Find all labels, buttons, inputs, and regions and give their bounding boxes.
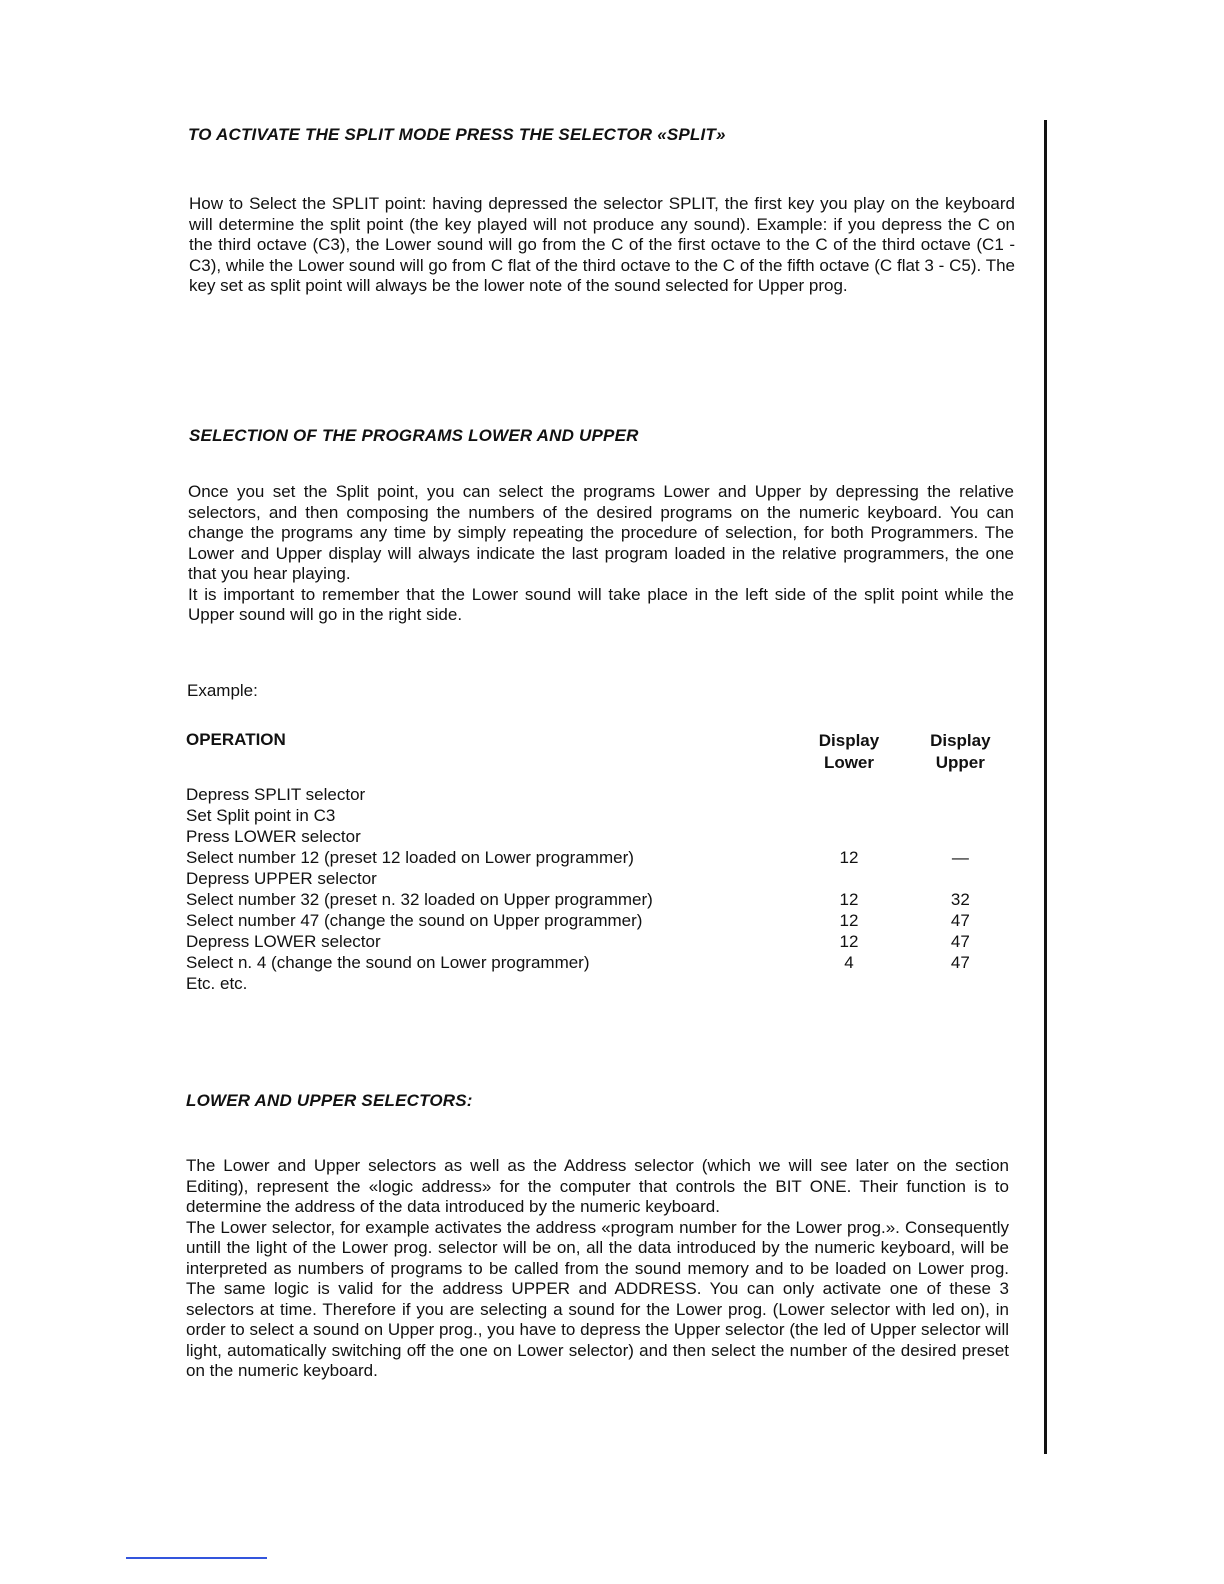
table-row [186, 889, 1016, 910]
paragraph-selectors-text-1: The Lower and Upper selectors as well as the Address selector (which we will see later on the section Editing), represent the «logic address» for the computer that controls the BIT ONE. Their function is to determine the address of the data introduced by the numeric keyboard. [186, 1156, 1009, 1216]
example-label: Example: [187, 681, 258, 700]
table-row [186, 805, 1016, 826]
paragraph-program-selection [188, 482, 1014, 626]
table-row [186, 931, 1016, 952]
header-display-lower: Display Lower [818, 731, 880, 772]
table-row [186, 952, 1016, 973]
display-lower-cell [793, 784, 904, 805]
display-upper-cell: — [951, 848, 969, 867]
vertical-page-rule [1044, 120, 1047, 1454]
section-heading-split-mode: TO ACTIVATE THE SPLIT MODE PRESS THE SELECTOR «SPLIT» [188, 125, 726, 144]
display-lower-cell: 12 [839, 848, 859, 867]
operation-cell: Select number 32 (preset n. 32 loaded on Upper programmer) [186, 890, 653, 909]
display-lower-cell: 12 [839, 911, 859, 930]
paragraph-selectors-text-2: The Lower selector, for example activates the address «program number for the Lower prog.». Consequently untill the light of the Lower prog. selector will be on, all the data introduced by the numeric keyboard, will be interpreted as numbers of programs to be called from the sound memory and to be loaded on Lower prog. The same logic is valid for the address UPPER and ADDRESS. You can only activate one of these 3 selectors at time. Therefore if you are selecting a sound for the Lower prog. (Lower selector with led on), in order to select a sound on Upper prog., you have to depress the Upper selector (the led of Upper selector will light, automatically switching off the one on Lower selector) and then select the number of the desired preset on the numeric keyboard. [186, 1217, 1009, 1380]
paragraph-split-point-text: How to Select the SPLIT point: having depressed the selector SPLIT, the first key you play on the keyboard will determine the split point (the key played will not produce any sound). Example: if you depress the C on the third octave (C3), the Lower sound will go from the C of the first octave to the C of the third octave (C1 - C3), while the Lower sound will go from C flat of the third octave to the C of the fifth octave (C flat 3 - C5). The key set as split point will always be the lower note of the sound selected for Upper prog. [189, 194, 1015, 295]
table-row [186, 868, 1016, 889]
operation-cell: Depress SPLIT selector [186, 785, 366, 804]
paragraph-selectors [186, 1156, 1009, 1382]
table-row [186, 910, 1016, 931]
table-row [186, 973, 1016, 994]
display-upper-cell: 47 [950, 911, 970, 930]
header-operation: OPERATION [186, 730, 286, 749]
table-row [186, 847, 1016, 868]
paragraph-split-point [189, 194, 1015, 297]
operation-cell: Select number 12 (preset 12 loaded on Lower programmer) [186, 848, 634, 867]
operation-table [186, 730, 1016, 994]
operation-cell: Depress UPPER selector [186, 869, 377, 888]
footer-rule [126, 1557, 267, 1559]
display-upper-cell: 47 [950, 932, 970, 951]
display-lower-cell: 4 [844, 953, 854, 972]
paragraph-program-selection-text-2: It is important to remember that the Lower sound will take place in the left side of the split point while the Upper sound will go in the right side. [188, 584, 1014, 624]
display-lower-cell: 12 [839, 932, 859, 951]
display-lower-cell [793, 805, 904, 826]
operation-cell: Press LOWER selector [186, 827, 361, 846]
display-upper-cell [905, 805, 1016, 826]
display-lower-cell [793, 868, 904, 889]
display-upper-cell [905, 973, 1016, 994]
paragraph-program-selection-text-1: Once you set the Split point, you can select the programs Lower and Upper by depressing the relative selectors, and then composing the numbers of the desired programs on the numeric keyboard. You can change the programs any time by simply repeating the procedure of selection, for both Programmers. The Lower and Upper display will always indicate the last program loaded in the relative programmers, the one that you hear playing. [188, 482, 1014, 583]
table-row [186, 784, 1016, 805]
operation-cell: Select number 47 (change the sound on Upper programmer) [186, 911, 643, 930]
section-heading-program-selection: SELECTION OF THE PROGRAMS LOWER AND UPPER [189, 426, 639, 445]
operation-cell: Set Split point in C3 [186, 806, 336, 825]
table-header-row [186, 730, 1016, 774]
display-upper-cell [905, 826, 1016, 847]
operation-cell: Etc. etc. [186, 974, 248, 993]
table-row [186, 826, 1016, 847]
display-lower-cell: 12 [839, 890, 859, 909]
operation-cell: Select n. 4 (change the sound on Lower programmer) [186, 953, 590, 972]
display-upper-cell: 32 [950, 890, 970, 909]
display-lower-cell [793, 826, 904, 847]
display-upper-cell: 47 [950, 953, 970, 972]
section-heading-selectors: LOWER AND UPPER SELECTORS: [186, 1091, 473, 1110]
header-display-upper: Display Upper [930, 731, 991, 772]
display-upper-cell [905, 784, 1016, 805]
operation-cell: Depress LOWER selector [186, 932, 381, 951]
display-lower-cell [793, 973, 904, 994]
display-upper-cell [905, 868, 1016, 889]
